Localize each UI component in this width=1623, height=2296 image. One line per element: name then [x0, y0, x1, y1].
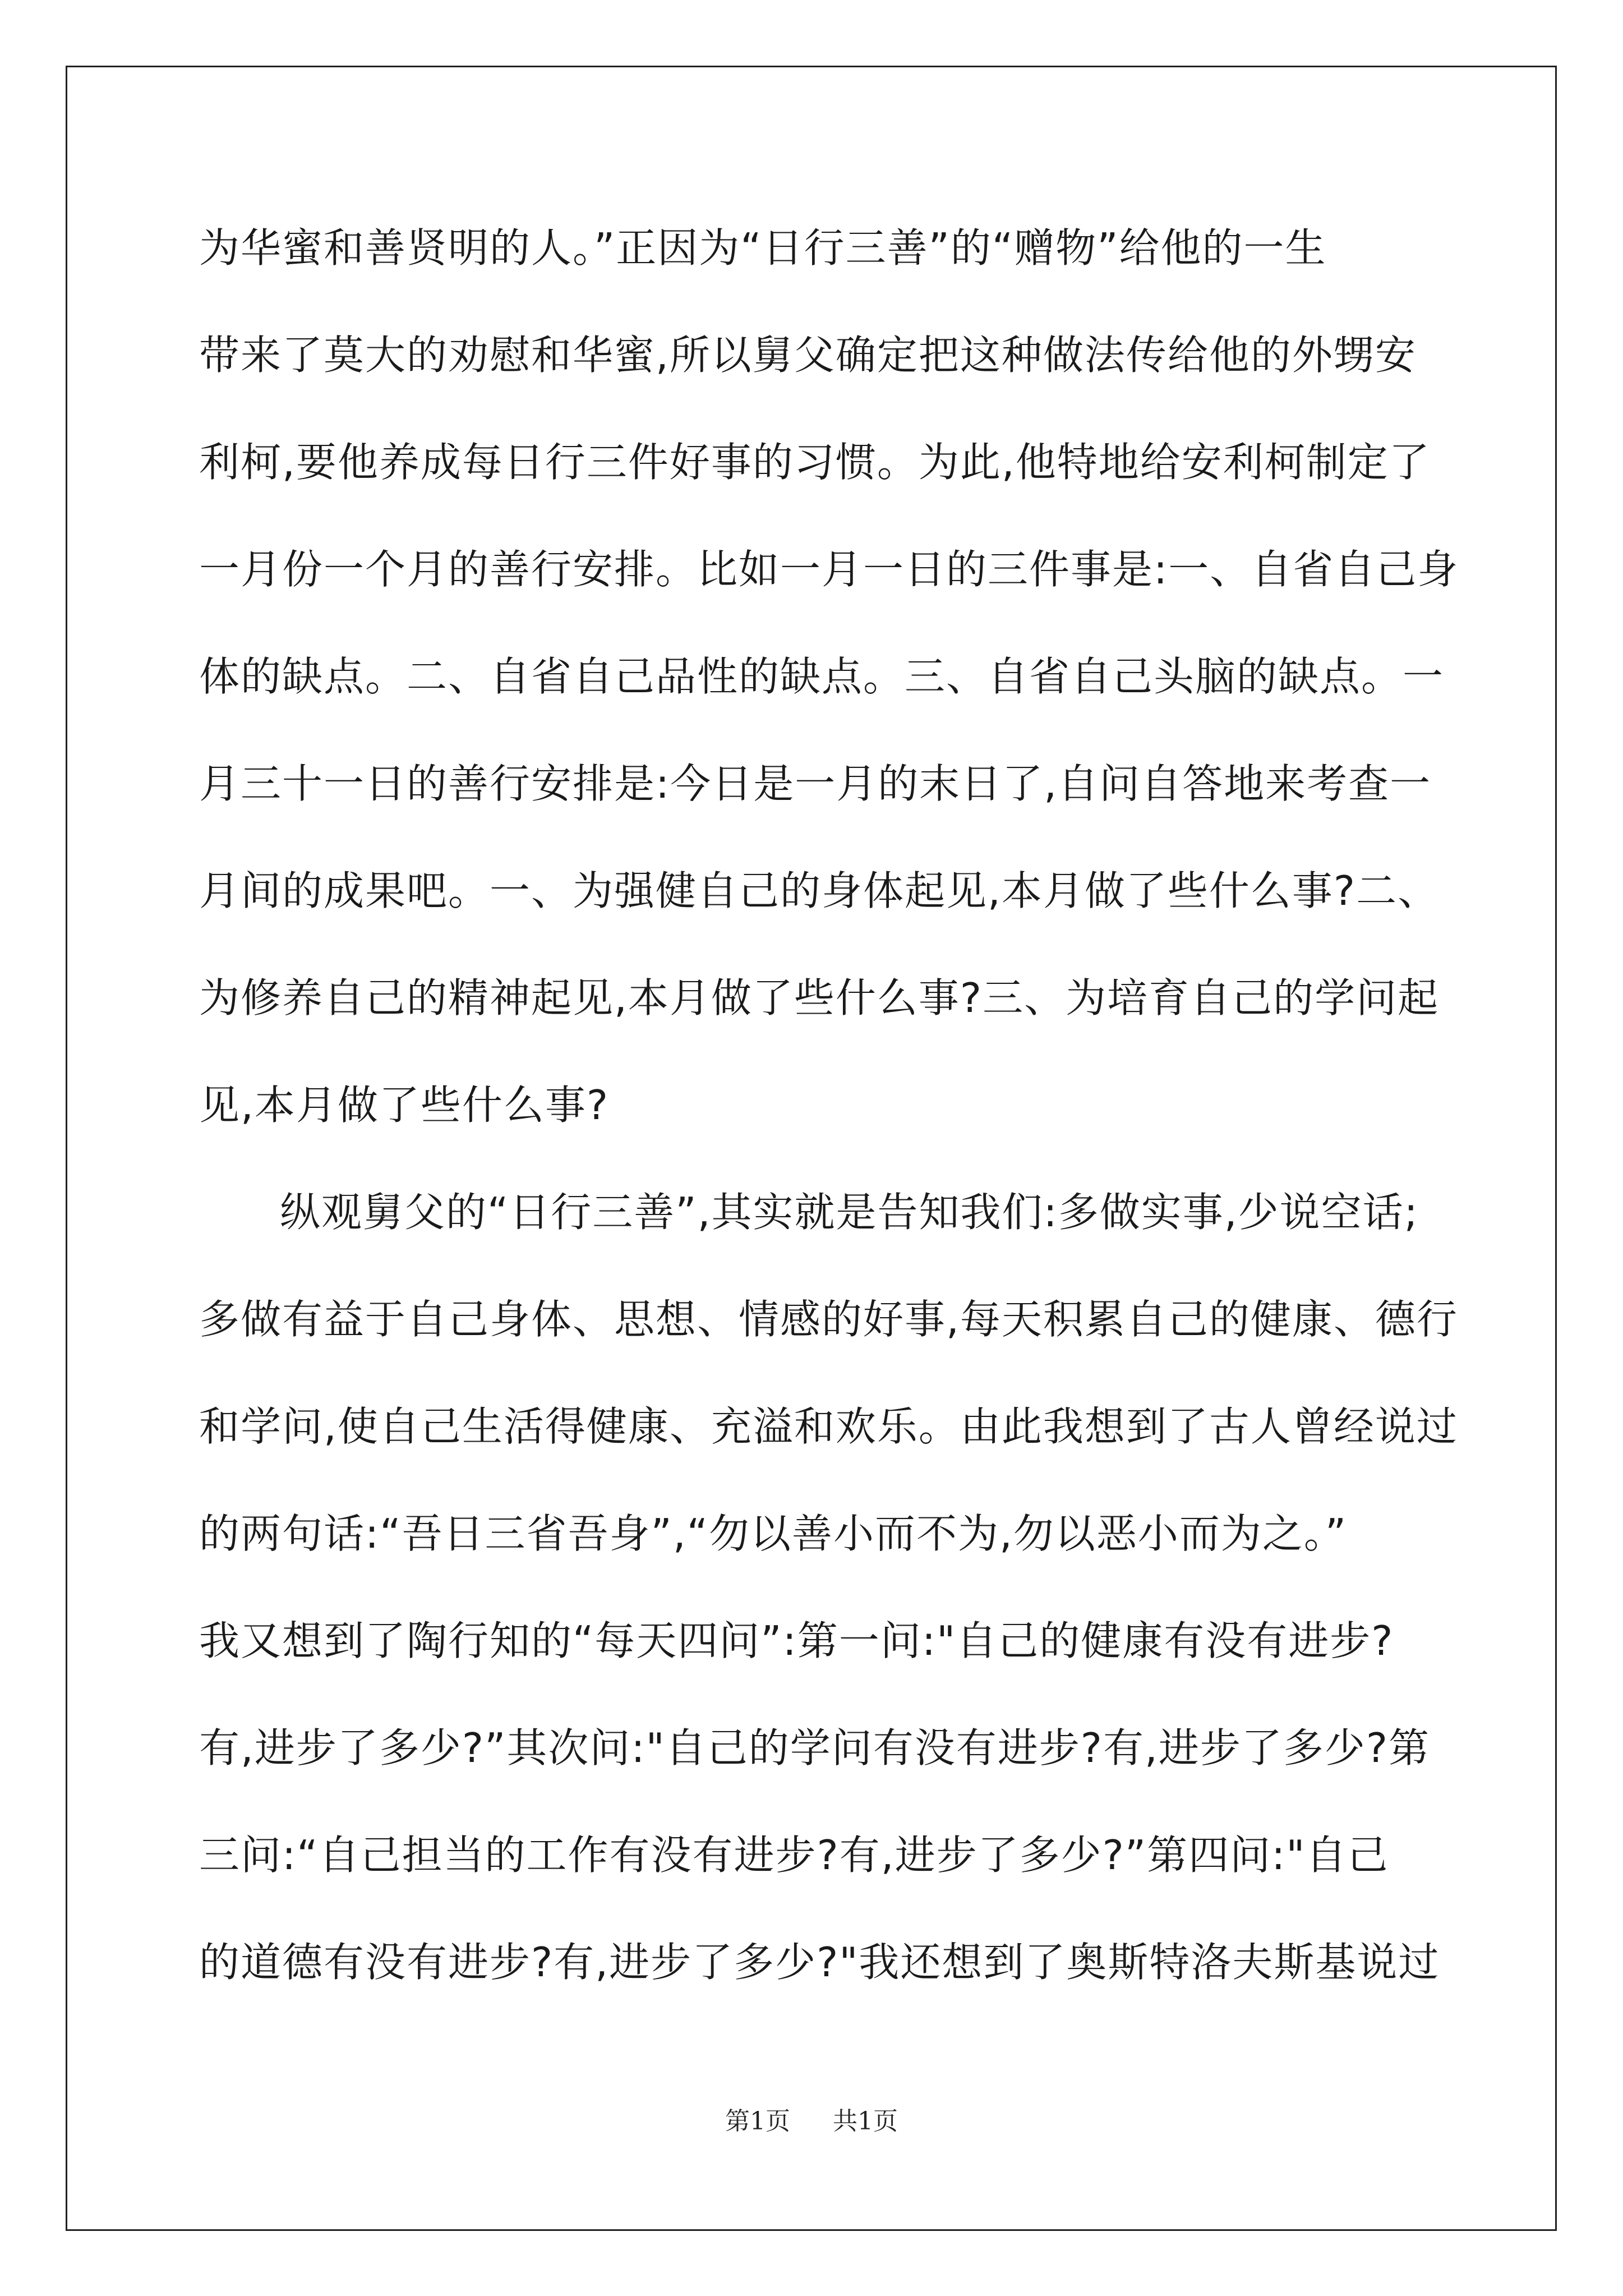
text-line: 和学问,使自己生活得健康、充溢和欢乐。由此我想到了古人曾经说过 [199, 1403, 1458, 1450]
text-line: 有,进步了多少?”其次问:"自己的学问有没有进步?有,进步了多少?第 [199, 1724, 1431, 1772]
page-footer [0, 2101, 1623, 2137]
text-line: 见,本月做了些什么事? [199, 1082, 610, 1129]
document-body [199, 222, 1459, 2043]
page-number-total: 共1页 [833, 2107, 898, 2136]
paragraph-first-line: 纵观舅父的“日行三善”,其实就是告知我们:多做实事,少说空话; [280, 1189, 1419, 1236]
text-line: 的道德有没有进步?有,进步了多少?"我还想到了奥斯特洛夫斯基说过 [199, 1939, 1440, 1986]
text-line: 月三十一日的善行安排是:今日是一月的末日了,自问自答地来考查一 [199, 760, 1432, 807]
text-line: 一月份一个月的善行安排。比如一月一日的三件事是:一、自省自己身 [199, 546, 1459, 593]
text-line: 为华蜜和善贤明的人。”正因为“日行三善”的“赠物”给他的一生 [199, 224, 1327, 272]
text-line: 月间的成果吧。一、为强健自己的身体起见,本月做了些什么事?二、 [199, 867, 1440, 914]
text-line: 体的缺点。二、自省自己品性的缺点。三、自省自己头脑的缺点。一 [199, 653, 1445, 700]
text-line: 多做有益于自己身体、思想、情感的好事,每天积累自己的健康、德行 [199, 1296, 1458, 1343]
text-line: 带来了莫大的劝慰和华蜜,所以舅父确定把这种做法传给他的外甥安 [199, 332, 1417, 379]
text-line: 三问:“自己担当的工作有没有进步?有,进步了多少?”第四问:"自己 [199, 1832, 1389, 1879]
text-line: 我又想到了陶行知的“每天四问”:第一问:"自己的健康有没有进步? [199, 1617, 1394, 1664]
text-line: 的两句话:“吾日三省吾身”,“勿以善小而不为,勿以恶小而为之。” [199, 1510, 1348, 1557]
text-line: 为修养自己的精神起见,本月做了些什么事?三、为培育自己的学问起 [199, 974, 1440, 1022]
text-line: 利柯,要他养成每日行三件好事的习惯。为此,他特地给安利柯制定了 [199, 439, 1431, 486]
page-number-current: 第1页 [725, 2107, 790, 2136]
